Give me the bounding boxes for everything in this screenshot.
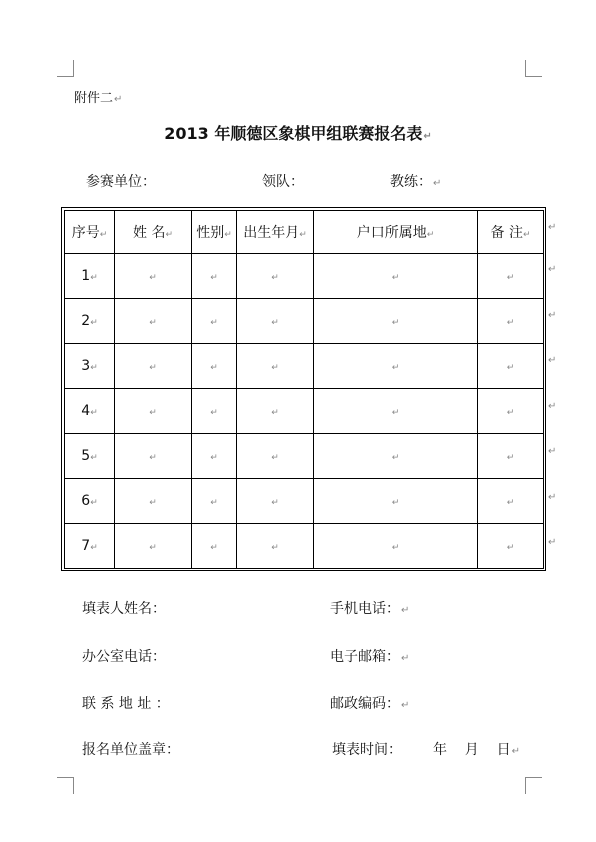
row-end-mark-icon: ↵ (548, 401, 557, 412)
table-cell: ↵ (237, 524, 314, 569)
table-cell: ↵ (478, 299, 544, 344)
table-row (65, 434, 544, 479)
table-cell: ↵ (314, 389, 478, 434)
filler-name-label: 填表人姓名： (82, 601, 166, 617)
table-cell: ↵ (478, 389, 544, 434)
header-gender: 性别↵ (192, 211, 237, 254)
fill-time-label: 填表时间： (332, 742, 402, 758)
date-ymd: 年 月 日↵ (433, 742, 520, 758)
table-cell: ↵ (314, 434, 478, 479)
row-number: 7↵ (65, 524, 115, 569)
header-name: 姓 名↵ (115, 211, 192, 254)
header-hukou: 户口所属地↵ (314, 211, 478, 254)
table-cell: ↵ (314, 479, 478, 524)
attachment-label: 附件二↵ (74, 91, 123, 106)
table-cell: ↵ (237, 434, 314, 479)
mobile-label: 手机电话：↵ (330, 601, 410, 617)
postcode-label: 邮政编码：↵ (330, 696, 410, 712)
row-number: 4↵ (65, 389, 115, 434)
address-label: 联 系 地 址 ： (82, 696, 170, 712)
table-cell: ↵ (115, 299, 192, 344)
paragraph-mark-icon: ↵ (114, 94, 123, 105)
page-title: 2013 年顺德区象棋甲组联赛报名表↵ (164, 124, 432, 143)
table-row (65, 524, 544, 569)
table-cell: ↵ (192, 434, 237, 479)
table-cell: ↵ (115, 479, 192, 524)
meta-coach: 教练：↵ (390, 174, 442, 190)
registration-table (64, 210, 544, 569)
table-cell: ↵ (115, 254, 192, 299)
table-cell: ↵ (478, 344, 544, 389)
header-seq: 序号↵ (65, 211, 115, 254)
table-cell: ↵ (192, 299, 237, 344)
paragraph-mark-icon: ↵ (423, 131, 432, 142)
header-birth: 出生年月↵ (237, 211, 314, 254)
table-cell: ↵ (237, 389, 314, 434)
table-row (65, 344, 544, 389)
table-cell: ↵ (314, 524, 478, 569)
row-end-mark-icon: ↵ (548, 222, 557, 233)
table-header-row (65, 211, 544, 254)
row-end-mark-icon: ↵ (548, 446, 557, 457)
table-cell: ↵ (115, 524, 192, 569)
crop-mark-top-left (57, 60, 74, 77)
table-cell: ↵ (115, 344, 192, 389)
table-cell: ↵ (314, 254, 478, 299)
table-cell: ↵ (192, 479, 237, 524)
row-end-mark-icon: ↵ (548, 492, 557, 503)
table-cell: ↵ (314, 299, 478, 344)
table-cell: ↵ (192, 524, 237, 569)
table-cell: ↵ (192, 254, 237, 299)
row-number: 1↵ (65, 254, 115, 299)
row-number: 5↵ (65, 434, 115, 479)
email-label: 电子邮箱：↵ (330, 649, 410, 665)
table-cell: ↵ (314, 344, 478, 389)
table-cell: ↵ (478, 524, 544, 569)
paragraph-mark-icon: ↵ (433, 178, 442, 189)
table-cell: ↵ (478, 254, 544, 299)
table-cell: ↵ (192, 389, 237, 434)
table-cell: ↵ (237, 344, 314, 389)
meta-unit: 参赛单位： (86, 174, 156, 190)
table-row (65, 479, 544, 524)
stamp-label: 报名单位盖章： (82, 742, 180, 758)
table-cell: ↵ (237, 479, 314, 524)
table-cell: ↵ (115, 434, 192, 479)
row-number: 6↵ (65, 479, 115, 524)
table-cell: ↵ (237, 254, 314, 299)
table-cell: ↵ (192, 344, 237, 389)
table-cell: ↵ (478, 479, 544, 524)
table-cell: ↵ (115, 389, 192, 434)
table-row (65, 389, 544, 434)
row-end-mark-icon: ↵ (548, 264, 557, 275)
crop-mark-bottom-left (57, 777, 74, 794)
row-number: 3↵ (65, 344, 115, 389)
row-number: 2↵ (65, 299, 115, 344)
registration-table-frame (61, 207, 546, 571)
table-row (65, 299, 544, 344)
table-row (65, 254, 544, 299)
table-cell: ↵ (237, 299, 314, 344)
row-end-mark-icon: ↵ (548, 355, 557, 366)
table-cell: ↵ (478, 434, 544, 479)
header-remarks: 备 注↵ (478, 211, 544, 254)
row-end-mark-icon: ↵ (548, 537, 557, 548)
meta-leader: 领队： (262, 174, 304, 190)
row-end-mark-icon: ↵ (548, 310, 557, 321)
crop-mark-top-right (525, 60, 542, 77)
office-phone-label: 办公室电话： (82, 649, 166, 665)
crop-mark-bottom-right (525, 777, 542, 794)
